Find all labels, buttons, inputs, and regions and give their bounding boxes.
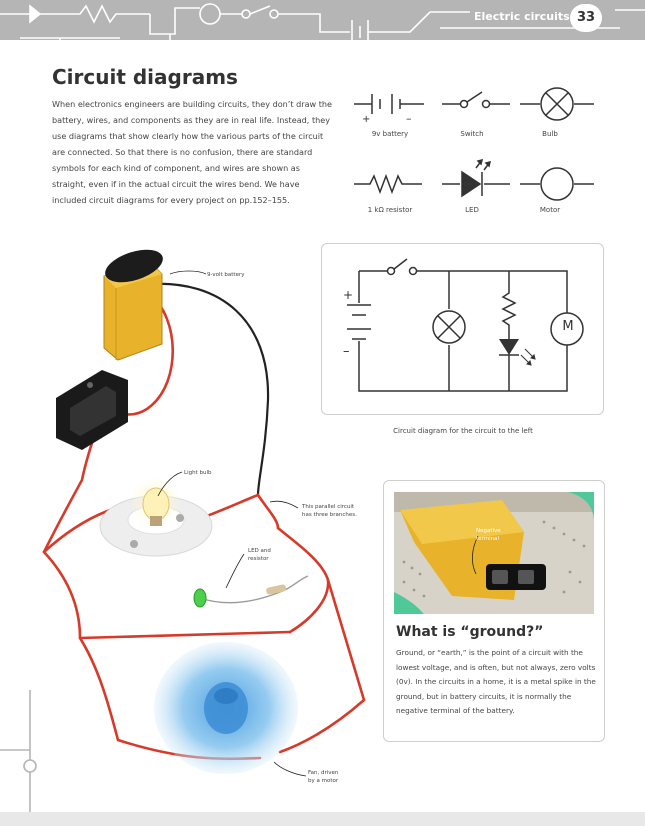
battery-symbol-label: 9v battery [371,130,409,138]
callout-led-line1: LED and [248,548,271,554]
header-circuit-decoration [0,0,645,52]
ground-photo-label-line2: terminal [476,536,499,542]
bulb-symbol-icon [518,82,598,126]
switch-symbol-icon [440,84,520,124]
resistor-symbol-label: 1 kΩ resistor [367,206,413,214]
switch-symbol-label: Switch [460,130,484,138]
resistor-symbol-icon [352,166,432,202]
ground-photo [394,492,594,614]
svg-text:+: + [343,288,354,302]
callout-light-bulb: Light bulb [184,470,212,476]
bottom-strip [0,812,645,826]
led-symbol-label: LED [465,206,479,214]
ground-body: Ground, or “earth,” is the point of a circuit with the lowest voltage, and is often, but not always, zero volts (0v). In the circuits in a home, it is a metal spike in the ground, but in battery circuits, it is normally the negative terminal of the battery. [396,648,596,715]
motor-symbol-label: Motor [539,206,561,214]
ground-heading: What is “ground?” [396,624,544,640]
motor-letter: M [562,319,574,334]
svg-text:–: – [343,344,350,359]
page-number: 33 [570,4,602,32]
motor-symbol-icon [518,164,598,204]
intro-paragraph: When electronics engineers are building circuits, they don’t draw the battery, wires, and components as they are in real life. Instead, they use diagrams that show clearly how the various parts of the circuit are connected. So that there is no confusion, there are standard symbols for each kind of component, and wires are shown as straight, even if in the actual circuit the wires bend. We have included circuit diagrams for every project on pp.152–155. [52,99,333,205]
callout-fan-line2: by a motor [308,778,339,784]
svg-text:+: + [362,114,371,124]
section-title: Electric circuits [474,10,570,23]
ground-photo-label-line1: Negative [476,528,501,534]
circuit-diagram-caption: Circuit diagram for the circuit to the left [393,427,533,435]
battery-symbol-icon [352,84,442,124]
callout-parallel-line1: This parallel circuit [302,504,355,510]
callout-led-line2: resistor [248,556,269,562]
callout-parallel-line2: has three branches. [302,512,357,518]
bulb-symbol-label: Bulb [542,130,558,138]
callout-fan-line1: Fan, driven [308,770,339,776]
page-title: Circuit diagrams [52,65,238,89]
svg-text:–: – [406,112,412,124]
callout-battery: 9-volt battery [207,272,245,278]
led-symbol-icon [440,156,520,202]
